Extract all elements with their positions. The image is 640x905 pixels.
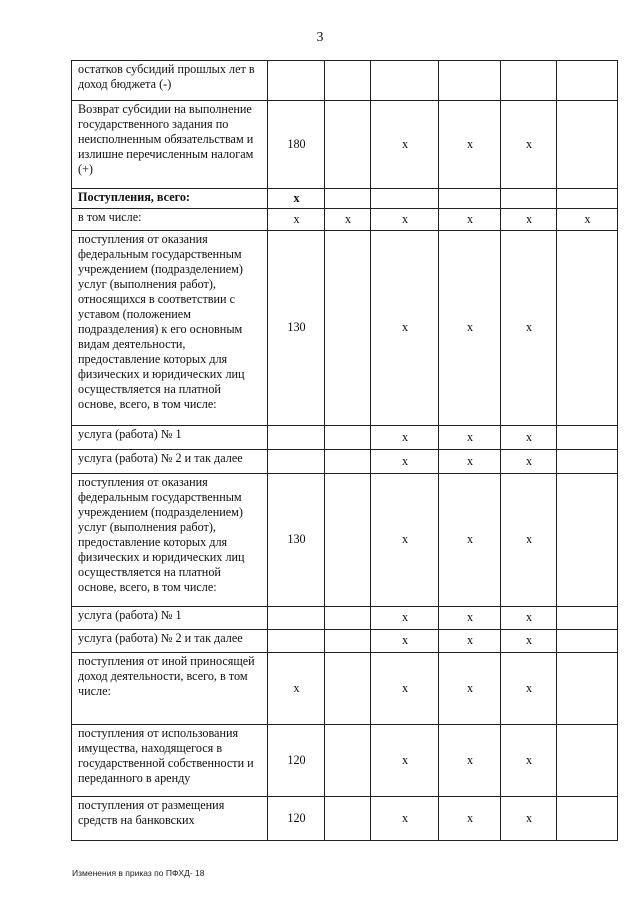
value-cell: x (439, 653, 501, 725)
value-cell (557, 101, 618, 189)
value-cell (439, 189, 501, 209)
value-cell (501, 61, 557, 101)
value-cell (557, 61, 618, 101)
value-cell (371, 189, 439, 209)
plan-table (71, 60, 618, 841)
table-row (72, 607, 618, 630)
row-code (268, 450, 325, 474)
row-code: x (268, 209, 325, 231)
value-cell: x (501, 653, 557, 725)
value-cell (325, 231, 371, 426)
value-cell (325, 426, 371, 450)
row-code: x (268, 653, 325, 725)
table-row (72, 653, 618, 725)
value-cell (325, 101, 371, 189)
row-label: остатков субсидий прошлых лет в доход бюджета (-) (72, 61, 268, 101)
value-cell (557, 630, 618, 653)
value-cell: x (371, 607, 439, 630)
value-cell (557, 450, 618, 474)
footer-note: Изменения в приказ по ПФХД- 18 (72, 868, 205, 878)
value-cell: x (501, 725, 557, 797)
value-cell: x (371, 653, 439, 725)
value-cell: x (439, 231, 501, 426)
value-cell: x (371, 630, 439, 653)
value-cell (439, 61, 501, 101)
row-code (268, 426, 325, 450)
value-cell: x (371, 474, 439, 607)
value-cell: x (371, 101, 439, 189)
value-cell: x (371, 209, 439, 231)
row-code: x (268, 189, 325, 209)
row-code: 120 (268, 797, 325, 841)
value-cell (557, 189, 618, 209)
value-cell (325, 653, 371, 725)
row-code (268, 61, 325, 101)
value-cell (325, 189, 371, 209)
value-cell: x (371, 426, 439, 450)
value-cell: x (439, 426, 501, 450)
value-cell (501, 189, 557, 209)
value-cell (325, 607, 371, 630)
value-cell: x (439, 474, 501, 607)
row-label: услуга (работа) № 2 и так далее (72, 450, 268, 474)
value-cell (557, 426, 618, 450)
value-cell (325, 725, 371, 797)
table-row (72, 450, 618, 474)
table-row (72, 209, 618, 231)
value-cell: x (501, 231, 557, 426)
row-label: услуга (работа) № 2 и так далее (72, 630, 268, 653)
row-label: поступления от оказания федеральным государственным учреждением (подразделением) услуг (выполнения работ), относящихся в соответствии с уставом (положением подразделения) к его основным видам деятельности, предоставление которых для физических и юридических лиц осуществляется на платной основе, всего, в том числе: (72, 231, 268, 426)
row-code: 120 (268, 725, 325, 797)
row-code (268, 607, 325, 630)
page-number: 3 (316, 30, 324, 45)
value-cell: x (371, 231, 439, 426)
value-cell (557, 474, 618, 607)
value-cell (557, 797, 618, 841)
value-cell: x (439, 101, 501, 189)
table-row (72, 797, 618, 841)
value-cell: x (439, 630, 501, 653)
row-label: в том числе: (72, 209, 268, 231)
row-label: услуга (работа) № 1 (72, 607, 268, 630)
value-cell: x (501, 797, 557, 841)
value-cell: x (501, 607, 557, 630)
value-cell (325, 630, 371, 653)
value-cell: x (371, 450, 439, 474)
value-cell (325, 797, 371, 841)
value-cell: x (557, 209, 618, 231)
value-cell: x (439, 209, 501, 231)
row-label: поступления от оказания федеральным государственным учреждением (подразделением) услуг (выполнения работ), предоставление которых для физических и юридических лиц осуществляется на платной основе, всего, в том числе: (72, 474, 268, 607)
value-cell: x (501, 101, 557, 189)
table-row (72, 101, 618, 189)
value-cell: x (501, 630, 557, 653)
value-cell: x (439, 797, 501, 841)
row-label: поступления от использования имущества, находящегося в государственной собственности и переданного в аренду (72, 725, 268, 797)
table-row (72, 426, 618, 450)
value-cell: x (325, 209, 371, 231)
row-label: поступления от размещения средств на банковских (72, 797, 268, 841)
row-code: 130 (268, 231, 325, 426)
value-cell: x (501, 426, 557, 450)
table-row (72, 231, 618, 426)
value-cell (557, 653, 618, 725)
table-row (72, 189, 618, 209)
row-label: Поступления, всего: (72, 189, 268, 209)
value-cell (325, 474, 371, 607)
value-cell: x (371, 797, 439, 841)
value-cell (557, 725, 618, 797)
table-row (72, 630, 618, 653)
value-cell: x (439, 725, 501, 797)
value-cell (557, 231, 618, 426)
row-code (268, 630, 325, 653)
table-row (72, 725, 618, 797)
table-row (72, 474, 618, 607)
value-cell: x (439, 450, 501, 474)
value-cell: x (371, 725, 439, 797)
value-cell (325, 450, 371, 474)
value-cell: x (501, 474, 557, 607)
value-cell: x (501, 450, 557, 474)
row-code: 130 (268, 474, 325, 607)
row-code: 180 (268, 101, 325, 189)
value-cell: x (501, 209, 557, 231)
value-cell: x (439, 607, 501, 630)
row-label: поступления от иной приносящей доход деятельности, всего, в том числе: (72, 653, 268, 725)
value-cell (557, 607, 618, 630)
row-label: Возврат субсидии на выполнение государственного задания по неисполненным обязательствам и излишне перечисленным налогам (+) (72, 101, 268, 189)
table-row (72, 61, 618, 101)
value-cell (371, 61, 439, 101)
value-cell (325, 61, 371, 101)
row-label: услуга (работа) № 1 (72, 426, 268, 450)
